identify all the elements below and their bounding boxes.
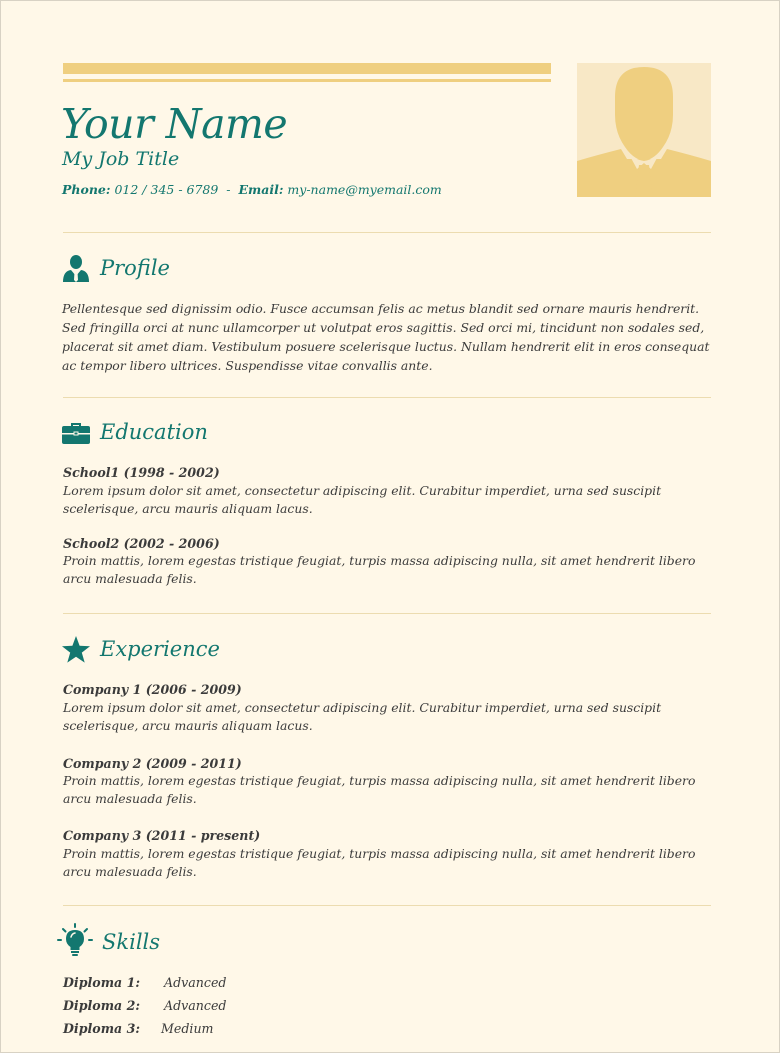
skill-level: Advanced: [164, 998, 227, 1013]
section-title-experience: Experience: [100, 637, 220, 661]
education-desc: Lorem ipsum dolor sit amet, consectetur adipiscing elit. Curabitur imperdiet, urna sed suscipit scelerisque, arcu mauris aliquam lacus.: [63, 483, 662, 516]
experience-desc: Lorem ipsum dolor sit amet, consectetur adipiscing elit. Curabitur imperdiet, urna sed suscipit scelerisque, arcu mauris aliquam lacus.: [63, 700, 662, 733]
email-value: my-name@myemail.com: [287, 182, 442, 197]
divider: [63, 613, 711, 614]
skill-label: Diploma 2:: [63, 998, 140, 1013]
header-bar-thin: [63, 79, 551, 82]
divider: [63, 232, 711, 233]
skill-label: Diploma 1:: [63, 975, 140, 990]
education-title: School1 (1998 - 2002): [63, 465, 220, 480]
section-title-education: Education: [100, 420, 208, 444]
section-title-profile: Profile: [100, 256, 170, 280]
experience-title: Company 1 (2006 - 2009): [63, 682, 242, 697]
email-label: Email:: [238, 182, 284, 197]
person-name: Your Name: [61, 100, 288, 148]
skill-level: Medium: [161, 1021, 214, 1036]
star-icon: [61, 635, 91, 665]
silhouette-icon: [577, 63, 711, 197]
experience-desc: Proin mattis, lorem egestas tristique feugiat, turpis massa adipiscing nulla, sit amet hendrerit libero arcu malesuada felis.: [63, 846, 696, 879]
briefcase-icon: [61, 417, 91, 447]
skill-level: Advanced: [164, 975, 227, 990]
contact-separator: -: [226, 182, 231, 197]
education-desc: Proin mattis, lorem egestas tristique feugiat, turpis massa adipiscing nulla, sit amet hendrerit libero arcu malesuada felis.: [63, 553, 696, 586]
job-title: My Job Title: [62, 148, 180, 170]
divider: [63, 905, 711, 906]
profile-text: Pellentesque sed dignissim odio. Fusce accumsan felis ac metus blandit sed ornare mauris hendrerit. Sed fringilla orci at nunc ullamcorper ut volutpat eros sagittis. Sed orci mi, tincidunt non sodales sed, placerat sit amet diam. Vestibulum posuere scelerisque luctus. Nullam hendrerit elit in eros consequat ac tempor libero ultrices. Suspendisse vitae convallis ante.: [62, 301, 710, 373]
phone-value: 012 / 345 - 6789: [114, 182, 219, 197]
divider: [63, 397, 711, 398]
experience-title: Company 3 (2011 - present): [63, 828, 261, 843]
skill-label: Diploma 3:: [63, 1021, 140, 1036]
contact-line: [62, 182, 442, 197]
photo-placeholder: [577, 63, 711, 197]
experience-desc: Proin mattis, lorem egestas tristique feugiat, turpis massa adipiscing nulla, sit amet hendrerit libero arcu malesuada felis.: [63, 773, 696, 806]
person-icon: [61, 254, 91, 284]
phone-label: Phone:: [62, 182, 111, 197]
header-bar-thick: [63, 63, 551, 74]
experience-title: Company 2 (2009 - 2011): [63, 756, 242, 771]
lightbulb-icon: [57, 923, 93, 959]
education-title: School2 (2002 - 2006): [63, 536, 220, 551]
section-title-skills: Skills: [102, 930, 161, 954]
